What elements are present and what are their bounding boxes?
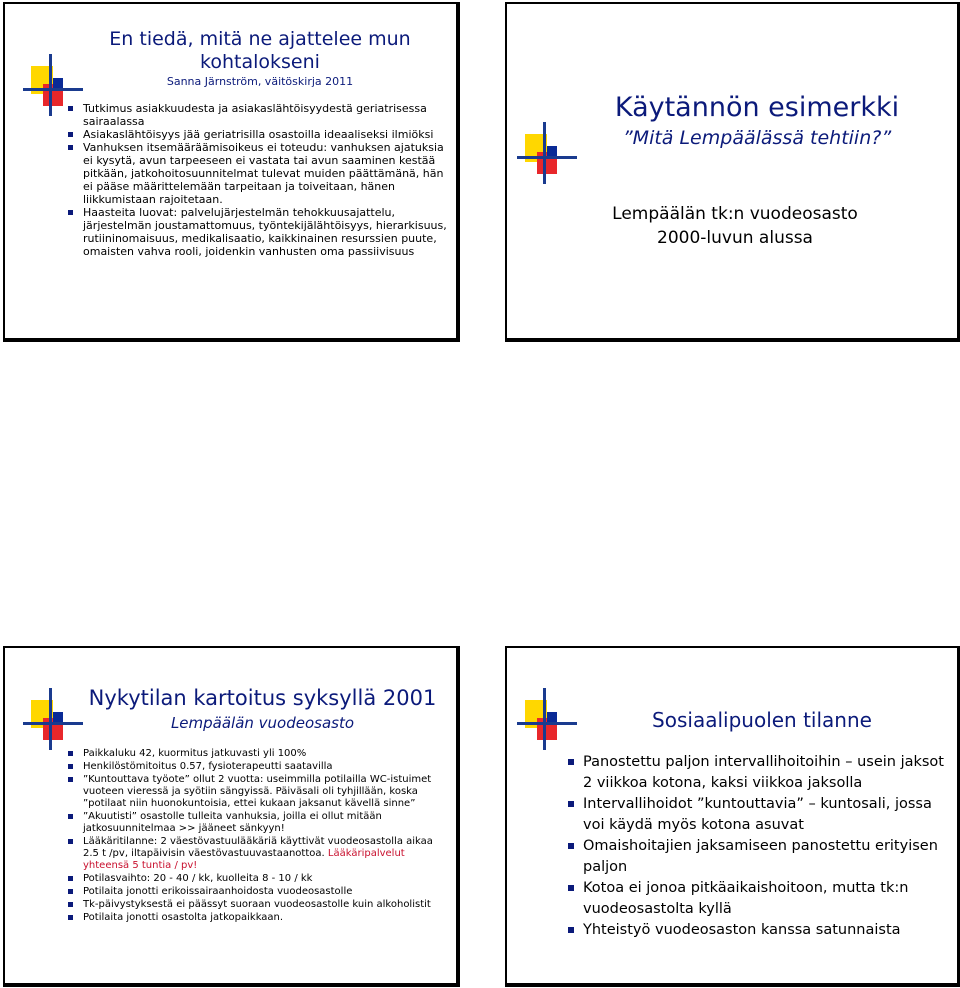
- slide-1-title-line2: kohtalokseni: [200, 51, 320, 73]
- slide-1-subtitle: Sanna Järnström, väitöskirja 2011: [166, 75, 354, 88]
- slide-2-body-line1: Lempäälän tk:n vuodeosasto: [612, 204, 858, 224]
- slide-3-subtitle: Lempäälän vuodeosasto: [170, 714, 355, 732]
- list-item: Panostettu paljon intervallihoitoihin – usein jaksot 2 viikkoa kotona, kaksi viikkoa jaksolla: [565, 752, 950, 793]
- list-item: Potilasvaihto: 20 - 40 / kk, kuolleita 8 - 10 / kk: [65, 873, 450, 885]
- list-item: Omaishoitajien jaksamiseen panostettu erityisen paljon: [565, 836, 950, 877]
- list-item: Yhteistyö vuodeosaston kanssa satunnaista: [565, 920, 950, 941]
- slide-3-bullets: [65, 748, 450, 924]
- slide-4-bullets: [565, 752, 950, 941]
- slide-logo-icon: [23, 688, 83, 750]
- slide-3-title: Nykytilan kartoitus syksyllä 2001: [88, 686, 437, 710]
- list-item: ”Akuutisti” osastolle tulleita vanhuksia, joilla ei ollut mitään jatkosuunnitelmaa >> jääneet sänkyyn!: [65, 811, 450, 835]
- slide-1-title: [65, 28, 455, 74]
- list-item: Kotoa ei jonoa pitkäaikaishoitoon, mutta tk:n vuodeosastolta kyllä: [565, 878, 950, 919]
- list-item: Paikkaluku 42, kuormitus jatkuvasti yli 100%: [65, 748, 450, 760]
- highlight-text: Lääkäripalvelut yhteensä 5 tuntia / pv!: [83, 848, 405, 871]
- slide-1-title-line1: En tiedä, mitä ne ajattelee mun: [109, 28, 411, 50]
- list-item: Intervallihoidot ”kuntouttavia” – kuntosali, jossa voi käydä myös kotona asuvat: [565, 794, 950, 835]
- slide-3: [3, 646, 460, 987]
- slide-2-body-line2: 2000-luvun alussa: [657, 228, 813, 248]
- list-item: Vanhuksen itsemääräämisoikeus ei toteudu: vanhuksen ajatuksia ei kysytä, avun tarpeeseen ei vastata tai avun saaminen kestää pitkään, jatkohoitosuunnitelmat tulevat muiden päättämänä, hän ei pääse määrittelemään tarpeitaan ja toiveitaan, hänen liikkumistaan rajoitetaan.: [65, 141, 450, 206]
- list-item: Potilaita jonotti osastolta jatkopaikkaan.: [65, 912, 450, 924]
- list-item: Asiakaslähtöisyys jää geriatrisilla osastoilla ideaaliseksi ilmiöksi: [65, 128, 450, 141]
- list-item: Tk-päivystyksestä ei päässyt suoraan vuodeosastolle kuin alkoholistit: [65, 899, 450, 911]
- list-item: Tutkimus asiakkuudesta ja asiakaslähtöisyydestä geriatrisessa sairaalassa: [65, 102, 450, 128]
- slide-1: [3, 2, 460, 342]
- list-item: ”Kuntouttava työote” ollut 2 vuotta: useimmilla potilailla WC-istuimet vuoteen vieressä ja syötiin sängyissä. Päiväsali oli tyhjillään, koska ”potilaat niin huonokuntoisia, ettei kukaan jaksanut kävellä sinne”: [65, 774, 450, 810]
- slide-2-title: Käytännön esimerkki: [614, 92, 900, 123]
- slide-4: [505, 646, 960, 987]
- slide-2-body: [527, 202, 943, 250]
- list-item: Haasteita luovat: palvelujärjestelmän tehokkuusajattelu, järjestelmän joustamattomuus, työntekijälähtöisyys, hierarkisuus, rutiininomaisuus, medikalisaatio, kaikkinainen resurssien puute, omaisten vahva rooli, joidenkin vanhusten oma passiivisuus: [65, 206, 450, 258]
- list-item: Lääkäritilanne: 2 väestövastuulääkäriä käyttivät vuodeosastolla aikaa 2.5 t /pv, iltapäivisin väestövastuuvastaanottoa. Lääkäripalvelut yhteensä 5 tuntia / pv!: [65, 836, 450, 872]
- slide-1-bullets: [65, 102, 450, 258]
- list-item: Potilaita jonotti erikoissairaanhoidosta vuodeosastolle: [65, 886, 450, 898]
- slide-4-title: Sosiaalipuolen tilanne: [652, 708, 872, 732]
- list-item: Henkilöstömitoitus 0.57, fysioterapeutti saatavilla: [65, 761, 450, 773]
- slide-logo-icon: [517, 688, 577, 750]
- slide-2-subtitle: ”Mitä Lempäälässä tehtiin?”: [622, 127, 892, 149]
- slide-2: [505, 2, 960, 342]
